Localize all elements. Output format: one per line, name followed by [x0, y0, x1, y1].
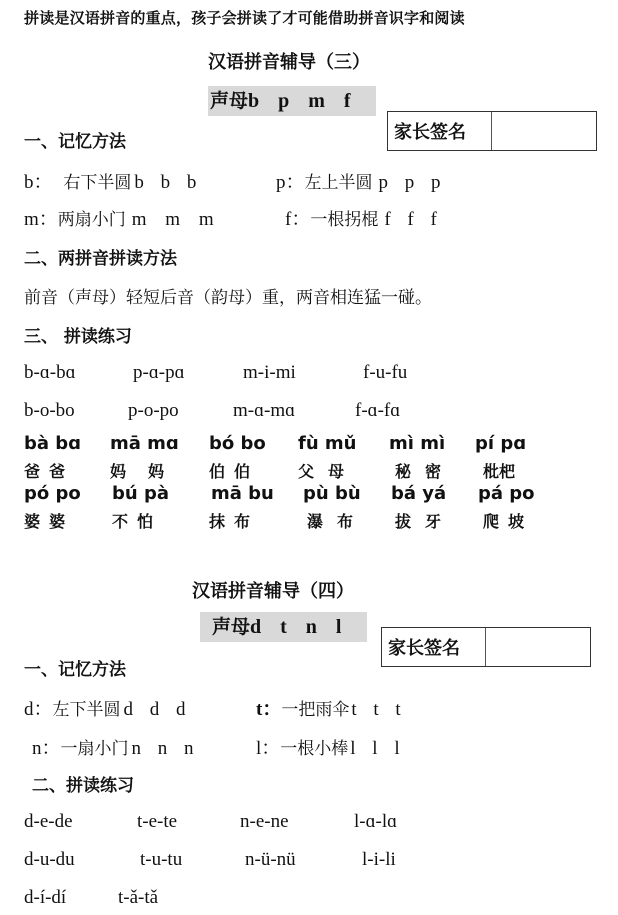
word-pinyin: fù mǔ: [298, 433, 357, 454]
drill-item: d-u-du: [24, 849, 75, 870]
drill-item: f-ɑ-fɑ: [355, 400, 401, 421]
lesson3-section3-heading: 三、 拼读练习: [24, 327, 132, 347]
memory-item-m: m：两扇小门 m m m: [24, 209, 214, 230]
lesson3-section2-heading: 二、两拼音拼读方法: [24, 249, 177, 269]
lesson4-initials-box: [200, 612, 367, 642]
word-hanzi: 爸爸: [24, 462, 75, 481]
drill-item: t-u-tu: [140, 849, 183, 870]
drill-item: m-i-mi: [243, 362, 296, 383]
method-text: 前音（声母）轻短后音（韵母）重，两音相连猛一碰。: [24, 288, 432, 308]
lesson3-parent-signature-box: [387, 111, 597, 151]
word-pinyin: bà bɑ: [24, 433, 82, 454]
signature-field[interactable]: [492, 112, 596, 150]
word-pinyin: bó bo: [209, 433, 266, 454]
word-hanzi: 枇杷: [483, 462, 516, 481]
drill-item: l-ɑ-lɑ: [354, 811, 398, 832]
word-pinyin: pá po: [478, 483, 535, 504]
word-hanzi: 婆婆: [24, 512, 75, 531]
drill-item: n-e-ne: [240, 811, 289, 832]
word-pinyin: mì mì: [389, 433, 446, 454]
word-hanzi: 不怕: [112, 512, 163, 531]
word-hanzi: 爬坡: [483, 512, 534, 531]
lesson4-parent-signature-box: [381, 627, 591, 667]
banner-text: 拼读是汉语拼音的重点，孩子会拼读了才可能借助拼音识字和阅读: [24, 9, 465, 27]
drill-item: d-í-dí: [24, 887, 67, 908]
word-pinyin: pó po: [24, 483, 81, 504]
word-pinyin: mā mɑ: [110, 433, 179, 454]
drill-item: m-ɑ-mɑ: [233, 400, 296, 421]
drill-item: t-ǎ-tǎ: [118, 887, 159, 908]
lesson3-initials-box: [208, 86, 376, 116]
lesson4-section1-heading: 一、记忆方法: [24, 660, 126, 680]
word-hanzi: 拔牙: [395, 512, 456, 531]
word-pinyin: bú pà: [112, 483, 169, 504]
drill-item: n-ü-nü: [245, 849, 296, 870]
memory-item-n: n：一扇小门 n n n: [32, 738, 194, 759]
initials-label: 声母: [210, 90, 249, 112]
lesson3-section1-heading: 一、记忆方法: [24, 132, 126, 152]
drill-item: d-e-de: [24, 811, 73, 832]
drill-item: l-i-li: [362, 849, 396, 870]
word-hanzi: 妈妈: [110, 462, 187, 481]
word-pinyin: bá yá: [391, 483, 447, 504]
word-hanzi: 瀑布: [307, 512, 368, 531]
memory-item-l: l：一根小棒 l l l: [256, 738, 400, 759]
initials-letters: d t n l: [250, 616, 342, 638]
word-hanzi: 父母: [298, 462, 359, 481]
drill-item: b-o-bo: [24, 400, 75, 421]
lesson4-section2-heading: 二、拼读练习: [32, 776, 134, 796]
word-pinyin: mā bu: [211, 483, 274, 504]
signature-field[interactable]: [486, 628, 590, 666]
memory-item-f: f：一根拐棍 f f f: [285, 209, 437, 230]
drill-item: t-e-te: [137, 811, 178, 832]
memory-item-b: b： 右下半圆 b b b: [24, 172, 197, 193]
memory-item-p: p：左上半圆 p p p: [276, 172, 441, 193]
drill-item: p-ɑ-pɑ: [133, 362, 185, 383]
lesson4-title: 汉语拼音辅导（四）: [192, 581, 354, 602]
drill-item: p-o-po: [128, 400, 179, 421]
memory-item-t: t：一把雨伞 t t t: [256, 699, 401, 720]
drill-item: b-ɑ-bɑ: [24, 362, 76, 383]
word-hanzi: 伯伯: [209, 462, 260, 481]
initials-letters: b p m f: [248, 90, 351, 112]
signature-label: 家长签名: [382, 628, 486, 666]
signature-label: 家长签名: [388, 112, 492, 150]
word-pinyin: pù bù: [303, 483, 361, 504]
drill-item: f-u-fu: [363, 362, 408, 383]
word-hanzi: 抹布: [209, 512, 260, 531]
lesson3-title: 汉语拼音辅导（三）: [208, 52, 370, 73]
word-hanzi: 秘密: [395, 462, 456, 481]
initials-label: 声母: [212, 616, 251, 638]
memory-item-d: d：左下半圆 d d d: [24, 699, 186, 720]
word-pinyin: pí pɑ: [475, 433, 527, 454]
